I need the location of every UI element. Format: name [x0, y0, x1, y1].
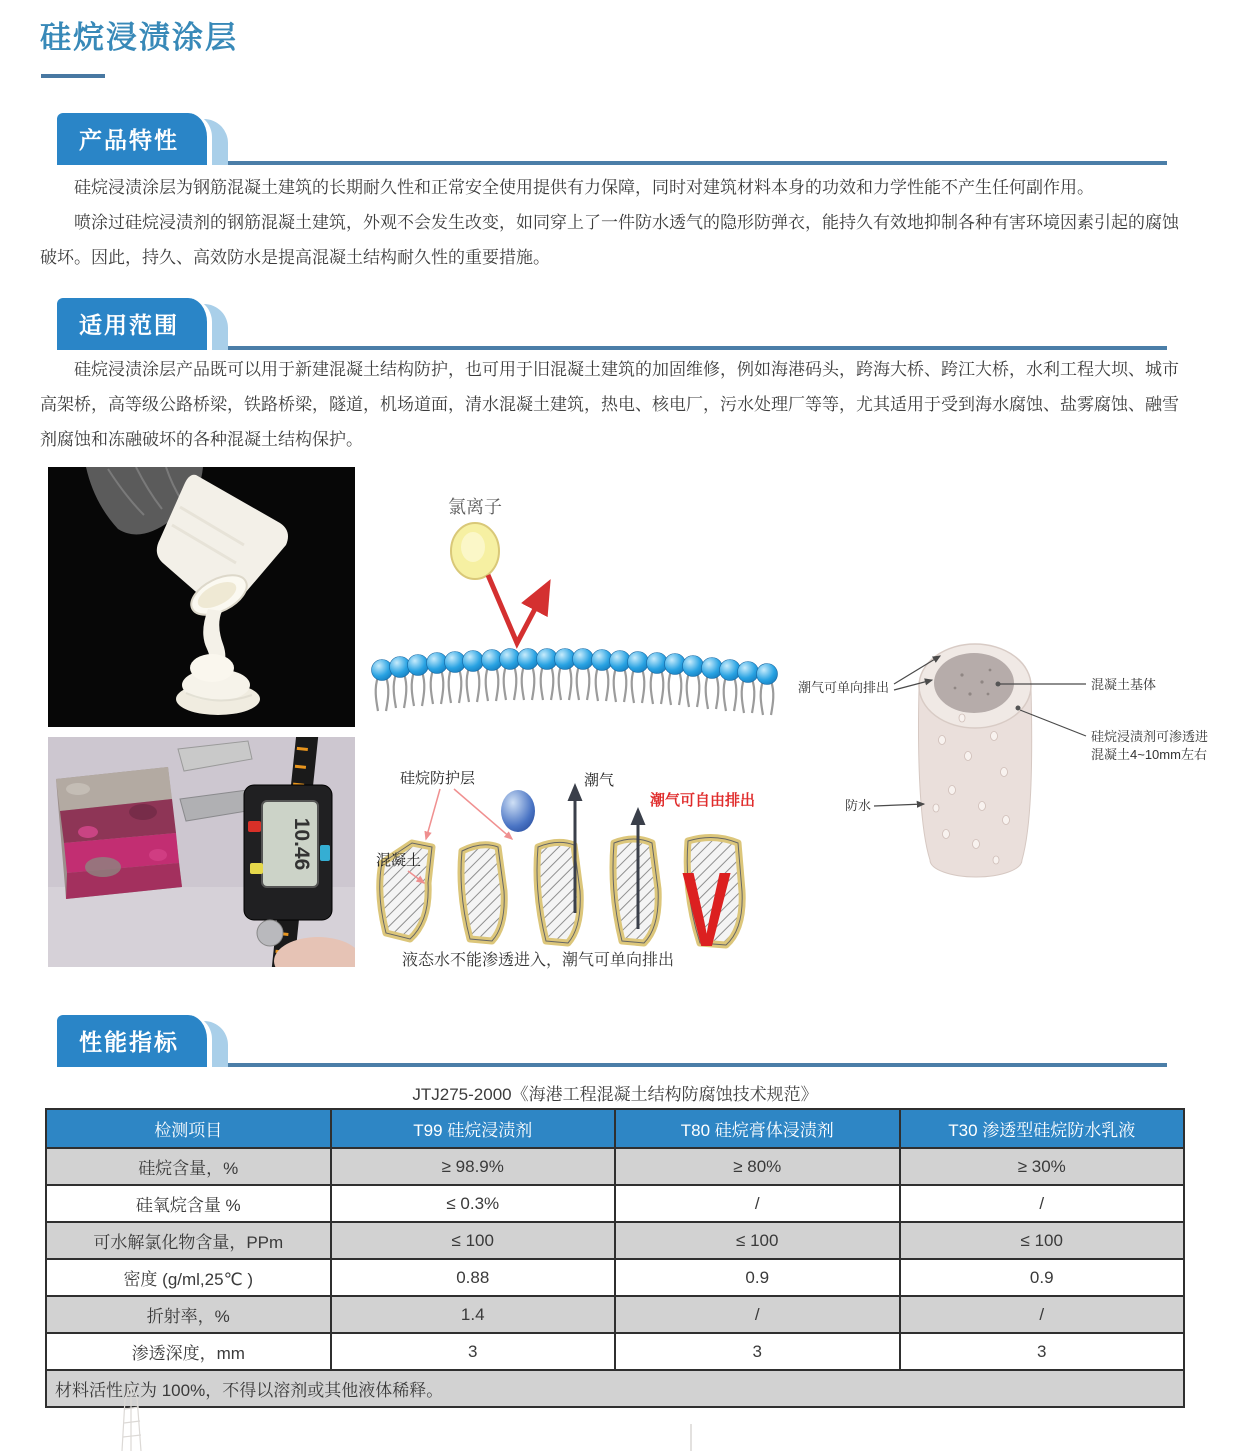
penetration-label-1: 硅烷浸渍剂可渗透进: [1091, 729, 1209, 744]
cell: ≤ 100: [331, 1222, 616, 1259]
waterproof-label: 防水: [845, 798, 872, 813]
scope-badge: 适用范围: [57, 298, 212, 350]
concrete-cylinder-diagram: [790, 620, 1235, 950]
col-header-t30: T30 渗透型硅烷防水乳液: [900, 1109, 1185, 1148]
features-paragraph-2: 喷涂过硅烷浸渍剂的钢筋混凝土建筑，外观不会发生改变，如同穿上了一件防水透气的隐形防弹衣，能持久有效地抑制各种有害环境因素引起的腐蚀破坏。因此，持久、高效防水是提高混凝土结构耐久性的重要措施。: [40, 213, 1179, 267]
silane-layer-diagram: [370, 741, 790, 971]
cell: /: [900, 1296, 1185, 1333]
performance-table: [45, 1108, 1185, 1408]
features-paragraph-1: 硅烷浸渍涂层为钢筋混凝土建筑的长期耐久性和正常安全使用提供有力保障，同时对建筑材料本身的功效和力学性能不产生任何副作用。: [74, 178, 1094, 197]
chloride-ion-diagram: [370, 467, 791, 733]
membrane-caption: 液态水不能渗透进入，潮气可单向排出: [402, 952, 675, 969]
table-footnote: 材料活性应为 100%，不得以溶剂或其他液体稀释。: [46, 1370, 1184, 1407]
concrete-label: 混凝土: [376, 852, 422, 869]
col-header-t99: T99 硅烷浸渍剂: [331, 1109, 616, 1148]
cell: 渗透深度，mm: [46, 1333, 331, 1370]
table-row: [46, 1185, 1184, 1222]
performance-badge: 性能指标: [57, 1015, 212, 1067]
cell: 3: [331, 1333, 616, 1370]
table-row: [46, 1222, 1184, 1259]
section-header-performance: [0, 1019, 1235, 1067]
caliper-blue-button: [320, 845, 330, 861]
one-way-label: 潮气可单向排出: [798, 680, 890, 695]
check-mark: V: [682, 851, 732, 970]
badge-wrap: [57, 113, 212, 165]
standard-caption: JTJ275-2000《海港工程混凝土结构防腐蚀技术规范》: [412, 1085, 818, 1104]
cell: 0.9: [615, 1259, 900, 1296]
cell: /: [615, 1296, 900, 1333]
substrate-label: 混凝土基体: [1091, 677, 1157, 692]
scope-paragraph: 硅烷浸渍涂层产品既可以用于新建混凝土结构防护，也可用于旧混凝土建筑的加固维修，例如海港码头，跨海大桥、跨江大桥，水利工程大坝、城市高架桥，高等级公路桥梁，铁路桥梁，隧道，机场道面，清水混凝土建筑，热电、核电厂，污水处理厂等等，尤其适用于受到海水腐蚀、盐雾腐蚀、融雪剂腐蚀和冻融破坏的各种混凝土结构保护。: [40, 360, 1179, 449]
table-header-row: [46, 1109, 1184, 1148]
cell: ≤ 100: [615, 1222, 900, 1259]
title-underline: [41, 74, 105, 78]
liquid-blob: [190, 654, 234, 682]
cell: 0.9: [900, 1259, 1185, 1296]
cell: 3: [900, 1333, 1185, 1370]
table-row: [46, 1148, 1184, 1185]
features-text: [40, 170, 1192, 275]
cell: ≤ 0.3%: [331, 1185, 616, 1222]
cell: ≥ 98.9%: [331, 1148, 616, 1185]
table-row: [46, 1333, 1184, 1370]
col-header-item: 检测项目: [46, 1109, 331, 1148]
tower-watermark-sketch: [112, 1383, 152, 1451]
dyed-concrete-block: [56, 767, 182, 899]
faint-watermark-line: [690, 1424, 692, 1451]
media-gallery: [0, 465, 1235, 972]
badge-wrap: [57, 1015, 212, 1067]
cell: ≤ 100: [900, 1222, 1185, 1259]
moisture-label: 潮气: [584, 772, 615, 789]
water-droplet: [501, 790, 535, 832]
table-footnote-row: [46, 1370, 1184, 1407]
cell: /: [900, 1185, 1185, 1222]
chloride-label: 氯离子: [448, 497, 502, 517]
caliper-yellow-button: [250, 863, 263, 874]
caliper-red-button: [248, 821, 261, 832]
table-row: [46, 1296, 1184, 1333]
scope-text: [40, 352, 1192, 457]
penetration-label-2: 混凝土4~10mm左右: [1091, 747, 1207, 762]
cell: ≥ 30%: [900, 1148, 1185, 1185]
section-header-scope: [0, 302, 1235, 350]
features-badge: 产品特性: [57, 113, 212, 165]
caliper-measurement-photo: [48, 737, 355, 967]
cell: 1.4: [331, 1296, 616, 1333]
cell: ≥ 80%: [615, 1148, 900, 1185]
cell: 0.88: [331, 1259, 616, 1296]
col-header-t80: T80 硅烷膏体浸渍剂: [615, 1109, 900, 1148]
page-title: 硅烷浸渍涂层: [40, 20, 238, 55]
cylinder-substrate-face: [934, 653, 1014, 713]
section-header-features: [0, 117, 1235, 165]
badge-wrap: [57, 298, 212, 350]
cell: /: [615, 1185, 900, 1222]
cell: 折射率，%: [46, 1296, 331, 1333]
caliper-reading: 10.46: [290, 817, 313, 871]
protect-layer-label: 硅烷防护层: [400, 770, 476, 787]
cell: 3: [615, 1333, 900, 1370]
table-row: [46, 1259, 1184, 1296]
free-exit-label: 潮气可自由排出: [650, 792, 756, 809]
cell: 硅烷含量，%: [46, 1148, 331, 1185]
caliper-thumb-wheel: [257, 920, 283, 946]
cell: 可水解氯化物含量，PPm: [46, 1222, 331, 1259]
cell: 硅氧烷含量 %: [46, 1185, 331, 1222]
cell: 密度 (g/ml,25℃ ): [46, 1259, 331, 1296]
silane-pouring-photo: [48, 467, 355, 727]
